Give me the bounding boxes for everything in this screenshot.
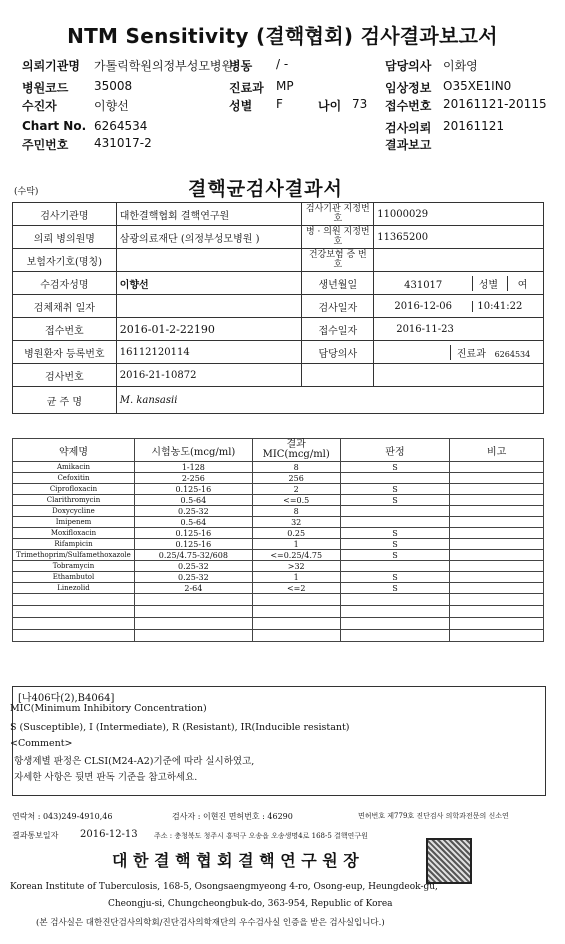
drug-row xyxy=(13,550,544,561)
empty-row xyxy=(13,618,544,630)
drug-row xyxy=(13,528,544,539)
drug-note xyxy=(450,473,544,484)
receipt-date-value: 2016-11-23 xyxy=(374,318,544,341)
drug-note xyxy=(450,484,544,495)
table-row xyxy=(13,203,544,226)
clinical-label: 임상정보 xyxy=(385,81,432,95)
empty-cell xyxy=(134,594,252,606)
doctor-label: 담당의사 xyxy=(302,341,374,364)
table-row xyxy=(13,226,544,249)
inspector: 검사자 : 이현진 면허번호 : 46290 xyxy=(172,812,293,821)
age-label: 나이 xyxy=(318,99,342,113)
name-label: 수검자성명 xyxy=(13,272,117,295)
test-time-value: 10:41:22 xyxy=(472,301,522,312)
drug-interp xyxy=(340,561,450,572)
hosp-code-label: 병원코드 xyxy=(22,81,69,95)
reg-no-label: 병원환자 등록번호 xyxy=(13,341,117,364)
lab-value: 대한결핵협회 결핵연구원 xyxy=(116,203,302,226)
chart-value: 6264534 xyxy=(94,119,148,133)
drug-note xyxy=(450,506,544,517)
drug-note xyxy=(450,572,544,583)
drug-name: Imipenem xyxy=(13,517,135,528)
lab-label: 검사기관명 xyxy=(13,203,117,226)
drug-note xyxy=(450,561,544,572)
drug-interp xyxy=(340,473,450,484)
test-no-label: 검사번호 xyxy=(13,364,117,387)
drug-name: Linezolid xyxy=(13,583,135,594)
table-row xyxy=(13,295,544,318)
receipt-date-label: 접수일자 xyxy=(302,318,374,341)
organism-value: M. kansasii xyxy=(116,387,543,414)
drug-name: Tobramycin xyxy=(13,561,135,572)
drug-name: Ciprofloxacin xyxy=(13,484,135,495)
scanned-report xyxy=(8,168,560,938)
empty-cell xyxy=(450,618,544,630)
drug-note xyxy=(450,517,544,528)
empty-cell xyxy=(134,630,252,642)
table-row xyxy=(13,272,544,295)
col-range: 시험농도(mcg/ml) xyxy=(134,439,252,462)
empty-cell xyxy=(13,594,135,606)
drug-interp: S xyxy=(340,550,450,561)
drug-mic: 1 xyxy=(252,572,340,583)
drug-name: Rifampicin xyxy=(13,539,135,550)
consign-tag: (수탁) xyxy=(14,187,39,197)
drug-interp: S xyxy=(340,462,450,473)
drug-note xyxy=(450,583,544,594)
drug-table xyxy=(12,438,544,642)
empty-row xyxy=(13,630,544,642)
drug-name: Clarithromycin xyxy=(13,495,135,506)
empty-cell xyxy=(13,618,135,630)
empty-cell xyxy=(134,606,252,618)
empty-row xyxy=(13,606,544,618)
req-org-label: 의뢰기관명 xyxy=(22,59,80,73)
drug-mic: <=0.25/4.75 xyxy=(252,550,340,561)
empty-cell xyxy=(450,630,544,642)
clinical-value: O35XE1IN0 xyxy=(443,79,512,93)
drug-mic: <=0.5 xyxy=(252,495,340,506)
empty-cell xyxy=(252,630,340,642)
dept-value: 6264534 xyxy=(494,349,531,359)
drug-interp: S xyxy=(340,583,450,594)
mic-definition: MIC(Minimum Inhibitory Concentration) xyxy=(10,703,207,714)
drug-row xyxy=(13,473,544,484)
drug-note xyxy=(450,550,544,561)
col-interp: 판정 xyxy=(340,439,450,462)
test-no-value: 2016-21-10872 xyxy=(116,364,302,387)
empty-cell xyxy=(252,594,340,606)
col-note: 비고 xyxy=(450,439,544,462)
doctor-value: 이화영 xyxy=(443,59,478,73)
org-name: 대 한 결 핵 협 회 결 핵 연 구 원 장 xyxy=(112,851,359,870)
empty-cell xyxy=(340,594,450,606)
dept-cell xyxy=(374,341,544,364)
drug-range: 0.125-16 xyxy=(134,528,252,539)
hosp-code-value: 11365200 xyxy=(374,226,544,249)
req-hosp-label: 의뢰 병의원명 xyxy=(13,226,117,249)
table-row xyxy=(13,364,544,387)
official-seal xyxy=(426,838,472,884)
drug-interp: S xyxy=(340,539,450,550)
patient-value: 이향선 xyxy=(94,99,129,113)
hosp-code-value: 35008 xyxy=(94,79,133,93)
age-value: 73 xyxy=(352,97,368,111)
doctor-label: 담당의사 xyxy=(385,59,432,73)
drug-row xyxy=(13,583,544,594)
drug-range: 0.25/4.75-32/608 xyxy=(134,550,252,561)
collect-value xyxy=(116,295,302,318)
drug-note xyxy=(450,539,544,550)
drug-mic: 8 xyxy=(252,462,340,473)
license: 면허번호 제779호 진단검사 의학과전문의 신소연 xyxy=(358,812,509,820)
drug-row xyxy=(13,539,544,550)
dob-label: 생년월일 xyxy=(302,272,374,295)
certification-note: (본 검사실은 대한진단검사의학회/진단검사의학재단의 우수검사실 인증을 받은 검사실입니다.) xyxy=(36,918,385,928)
comment-line2: 자세한 사항은 뒷면 판독 기준을 참고하세요. xyxy=(14,772,198,783)
receipt-value: 2016-01-2-22190 xyxy=(116,318,302,341)
notes-code: [나406다(2),B4064] xyxy=(18,693,115,704)
patient-label: 수진자 xyxy=(22,99,57,113)
drug-range: 0.125-16 xyxy=(134,484,252,495)
health-no-value xyxy=(374,249,544,272)
empty-cell xyxy=(134,618,252,630)
dob-cell xyxy=(374,272,544,295)
table-row xyxy=(13,387,544,414)
drug-range: 1-128 xyxy=(134,462,252,473)
drug-header-row xyxy=(13,439,544,462)
drug-body xyxy=(13,462,544,642)
dept-value: MP xyxy=(276,79,294,93)
reg-no-value: 16112120114 xyxy=(116,341,302,364)
drug-interp: S xyxy=(340,484,450,495)
rrn-label: 주민번호 xyxy=(22,138,69,152)
sex-value: 여 xyxy=(507,276,538,291)
empty-cell xyxy=(252,606,340,618)
rrn-value: 431017-2 xyxy=(94,136,152,150)
sex-label: 성별 xyxy=(472,276,503,291)
report-date: 2016-12-13 xyxy=(80,829,138,840)
legend-text: S (Susceptible), I (Intermediate), R (Resistant), IR(Inducible resistant) xyxy=(10,722,350,733)
drug-name: Ethambutol xyxy=(13,572,135,583)
comment-line1: 항생제별 판정은 CLSI(M24-A2)기준에 따라 실시하였고, xyxy=(14,756,255,767)
drug-range: 0.5-64 xyxy=(134,517,252,528)
empty-cell xyxy=(340,630,450,642)
test-date-cell xyxy=(374,295,544,318)
empty-cell xyxy=(450,606,544,618)
dob-value: 431017 xyxy=(404,279,443,291)
empty-cell xyxy=(252,618,340,630)
drug-range: 0.25-32 xyxy=(134,561,252,572)
drug-name: Moxifloxacin xyxy=(13,528,135,539)
drug-range: 2-256 xyxy=(134,473,252,484)
drug-row xyxy=(13,561,544,572)
drug-mic: >32 xyxy=(252,561,340,572)
lab-code-value: 11000029 xyxy=(374,203,544,226)
sex-label: 성별 xyxy=(229,99,253,113)
empty-cell xyxy=(13,630,135,642)
receipt-no-label: 접수번호 xyxy=(385,99,432,113)
req-date-label: 검사의뢰 xyxy=(385,121,432,135)
drug-mic: 32 xyxy=(252,517,340,528)
drug-interp xyxy=(340,506,450,517)
drug-mic: 1 xyxy=(252,539,340,550)
dept-label: 진료과 xyxy=(229,81,264,95)
receipt-label: 접수번호 xyxy=(13,318,117,341)
info-table xyxy=(12,202,544,414)
drug-range: 0.25-32 xyxy=(134,506,252,517)
req-hosp-value: 삼광의료재단 (의정부성모병원 ) xyxy=(116,226,302,249)
drug-row xyxy=(13,572,544,583)
ward-value: / - xyxy=(276,57,289,71)
test-date-label: 검사일자 xyxy=(302,295,374,318)
req-org-value: 가톨릭학원의정부성모병원 xyxy=(94,59,234,73)
drug-mic: 0.25 xyxy=(252,528,340,539)
drug-interp xyxy=(340,517,450,528)
health-no-label: 건강보험 증 번호 xyxy=(302,249,374,272)
report-title: 결핵균검사결과서 xyxy=(188,178,343,200)
insurance-label: 보험자기호(명칭) xyxy=(13,249,117,272)
col-mic: 결과 MIC(mcg/ml) xyxy=(252,439,340,462)
col-drug: 약제명 xyxy=(13,439,135,462)
organism-label: 균 주 명 xyxy=(13,387,117,414)
drug-note xyxy=(450,462,544,473)
drug-name: Doxycycline xyxy=(13,506,135,517)
receipt-no-value: 20161121-20115 xyxy=(443,97,547,111)
drug-mic: 8 xyxy=(252,506,340,517)
report-label: 결과보고 xyxy=(385,138,432,152)
drug-range: 0.5-64 xyxy=(134,495,252,506)
chart-label: Chart No. xyxy=(22,119,87,133)
drug-interp: S xyxy=(340,572,450,583)
name-value: 이향선 xyxy=(116,272,302,295)
empty-row xyxy=(13,594,544,606)
address-en-line2: Cheongju-si, Chungcheongbuk-do, 363-954, Republic of Korea xyxy=(108,899,393,909)
dept-label: 진료과 xyxy=(450,345,491,360)
page-title: NTM Sensitivity (결핵협회) 검사결과보고서 xyxy=(67,24,498,48)
address-en-line1: Korean Institute of Tuberculosis, 168-5, Osongsaengmyeong 4-ro, Osong-eup, Heungdeok-gu, xyxy=(10,882,438,892)
drug-mic: 2 xyxy=(252,484,340,495)
table-row xyxy=(13,341,544,364)
table-row xyxy=(13,249,544,272)
drug-interp: S xyxy=(340,528,450,539)
comment-label: <Comment> xyxy=(10,738,73,749)
drug-mic: 256 xyxy=(252,473,340,484)
empty-cell xyxy=(340,618,450,630)
lab-code-label: 검사기관 지정번호 xyxy=(302,203,374,226)
address: 주소 : 충청북도 청주시 흥덕구 오송읍 오송생명4로 168-5 결핵연구원 xyxy=(154,832,368,840)
drug-name: Cefoxitin xyxy=(13,473,135,484)
report-date-label: 결과통보일자 xyxy=(12,831,59,840)
empty-cell xyxy=(450,594,544,606)
drug-row xyxy=(13,484,544,495)
drug-note xyxy=(450,495,544,506)
empty-cell xyxy=(340,606,450,618)
table-row xyxy=(13,318,544,341)
ward-label: 병동 xyxy=(229,59,253,73)
drug-range: 0.125-16 xyxy=(134,539,252,550)
drug-range: 2-64 xyxy=(134,583,252,594)
drug-mic: <=2 xyxy=(252,583,340,594)
empty-cell xyxy=(13,606,135,618)
collect-label: 검체채취 일자 xyxy=(13,295,117,318)
drug-name: Amikacin xyxy=(13,462,135,473)
hosp-code-label: 병 · 의원 지정번호 xyxy=(302,226,374,249)
insurance-value xyxy=(116,249,302,272)
drug-row xyxy=(13,495,544,506)
drug-range: 0.25-32 xyxy=(134,572,252,583)
req-date-value: 20161121 xyxy=(443,119,505,133)
drug-row xyxy=(13,517,544,528)
drug-note xyxy=(450,528,544,539)
drug-row xyxy=(13,462,544,473)
drug-name: Trimethoprim/Sulfamethoxazole xyxy=(13,550,135,561)
contact: 연락처 : 043)249-4910,46 xyxy=(12,812,113,821)
test-date-value: 2016-12-06 xyxy=(394,300,453,312)
drug-interp: S xyxy=(340,495,450,506)
drug-row xyxy=(13,506,544,517)
sex-value: F xyxy=(276,97,283,111)
